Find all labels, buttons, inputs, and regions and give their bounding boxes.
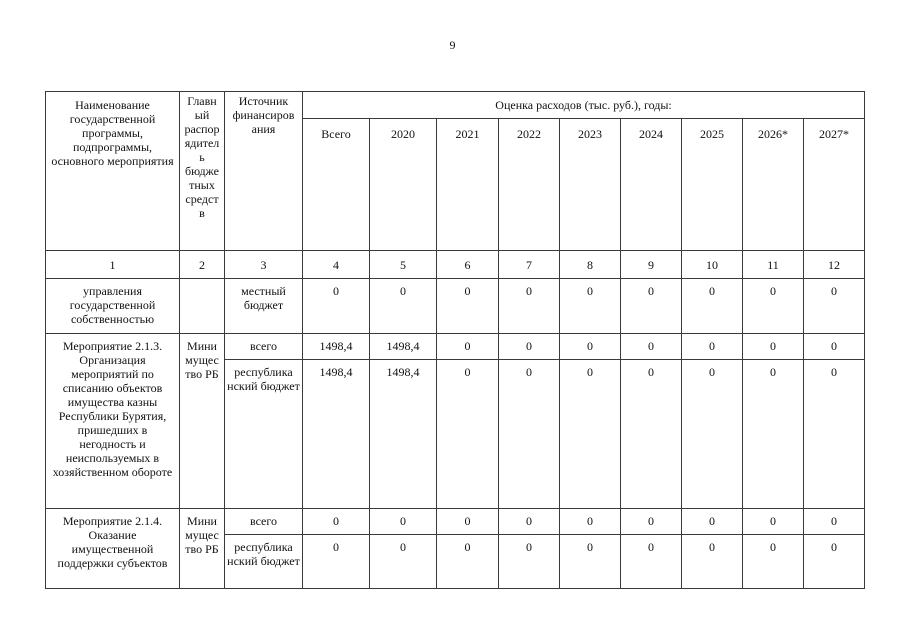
value-cell: 0 <box>437 360 499 509</box>
header-year-2022: 2022 <box>499 119 560 251</box>
table-row <box>46 509 865 535</box>
value-cell: 0 <box>743 360 804 509</box>
value-cell: 0 <box>499 535 560 589</box>
budget-table <box>45 91 865 589</box>
value-cell: 0 <box>804 279 865 334</box>
value-cell: 0 <box>437 279 499 334</box>
column-number: 7 <box>499 251 560 279</box>
value-cell: 0 <box>560 279 621 334</box>
column-number: 12 <box>804 251 865 279</box>
value-cell: 0 <box>370 509 437 535</box>
value-cell: 0 <box>682 509 743 535</box>
column-number: 8 <box>560 251 621 279</box>
value-cell: 0 <box>437 334 499 360</box>
value-cell: 0 <box>621 360 682 509</box>
value-cell: 0 <box>303 509 370 535</box>
value-cell: 0 <box>370 535 437 589</box>
value-cell: 0 <box>560 509 621 535</box>
column-number: 11 <box>743 251 804 279</box>
value-cell: 0 <box>621 279 682 334</box>
value-cell: 0 <box>437 509 499 535</box>
funding-source-cell: республика нский бюджет <box>225 535 303 589</box>
column-number: 6 <box>437 251 499 279</box>
value-cell: 0 <box>560 535 621 589</box>
header-year-total: Всего <box>303 119 370 251</box>
value-cell: 0 <box>499 279 560 334</box>
value-cell: 0 <box>804 509 865 535</box>
administrator-cell: Мини мущес тво РБ <box>180 334 225 509</box>
page-number: 9 <box>449 38 456 52</box>
header-year-2020: 2020 <box>370 119 437 251</box>
value-cell: 0 <box>499 360 560 509</box>
value-cell: 0 <box>743 334 804 360</box>
program-name-cell: Мероприятие 2.1.3. Организация мероприятий по списанию объектов имущества казны Республики Бурятия, пришедших в негодность и неиспользуемых в хозяйственном обороте <box>46 334 180 509</box>
column-number: 9 <box>621 251 682 279</box>
funding-source-cell: местный бюджет <box>225 279 303 334</box>
column-number: 2 <box>180 251 225 279</box>
header-administrator: Главн ый распор ядител ь бюдже тных средст в <box>180 92 225 251</box>
column-number: 3 <box>225 251 303 279</box>
header-year-2027: 2027* <box>804 119 865 251</box>
header-year-2026: 2026* <box>743 119 804 251</box>
column-number: 1 <box>46 251 180 279</box>
funding-source-cell: всего <box>225 334 303 360</box>
value-cell: 0 <box>682 535 743 589</box>
header-funding-source: Источник финансиров ания <box>225 92 303 251</box>
header-program-name: Наименование государственной программы, подпрограммы, основного мероприятия <box>46 92 180 251</box>
program-name-cell: управления государственной собственностью <box>46 279 180 334</box>
administrator-cell <box>180 279 225 334</box>
value-cell: 0 <box>682 279 743 334</box>
value-cell: 0 <box>303 279 370 334</box>
header-year-2025: 2025 <box>682 119 743 251</box>
column-number: 10 <box>682 251 743 279</box>
funding-source-cell: всего <box>225 509 303 535</box>
value-cell: 1498,4 <box>370 334 437 360</box>
value-cell: 0 <box>743 509 804 535</box>
value-cell: 0 <box>743 279 804 334</box>
value-cell: 0 <box>499 509 560 535</box>
value-cell: 0 <box>804 360 865 509</box>
value-cell: 0 <box>804 334 865 360</box>
funding-source-cell: республика нский бюджет <box>225 360 303 509</box>
table-row <box>46 334 865 360</box>
header-year-2021: 2021 <box>437 119 499 251</box>
value-cell: 1498,4 <box>303 360 370 509</box>
value-cell: 0 <box>804 535 865 589</box>
program-name-cell: Мероприятие 2.1.4. Оказание имущественной поддержки субъектов <box>46 509 180 589</box>
value-cell: 0 <box>437 535 499 589</box>
header-year-2023: 2023 <box>560 119 621 251</box>
value-cell: 0 <box>682 360 743 509</box>
value-cell: 0 <box>621 334 682 360</box>
value-cell: 0 <box>499 334 560 360</box>
header-year-2024: 2024 <box>621 119 682 251</box>
value-cell: 0 <box>303 535 370 589</box>
column-number: 4 <box>303 251 370 279</box>
value-cell: 0 <box>682 334 743 360</box>
value-cell: 0 <box>370 279 437 334</box>
value-cell: 0 <box>743 535 804 589</box>
value-cell: 0 <box>621 535 682 589</box>
column-number: 5 <box>370 251 437 279</box>
value-cell: 0 <box>560 360 621 509</box>
value-cell: 1498,4 <box>303 334 370 360</box>
value-cell: 0 <box>621 509 682 535</box>
header-expense-estimate: Оценка расходов (тыс. руб.), годы: <box>303 92 865 119</box>
value-cell: 0 <box>560 334 621 360</box>
value-cell: 1498,4 <box>370 360 437 509</box>
administrator-cell: Мини мущес тво РБ <box>180 509 225 589</box>
table-row <box>46 279 865 334</box>
